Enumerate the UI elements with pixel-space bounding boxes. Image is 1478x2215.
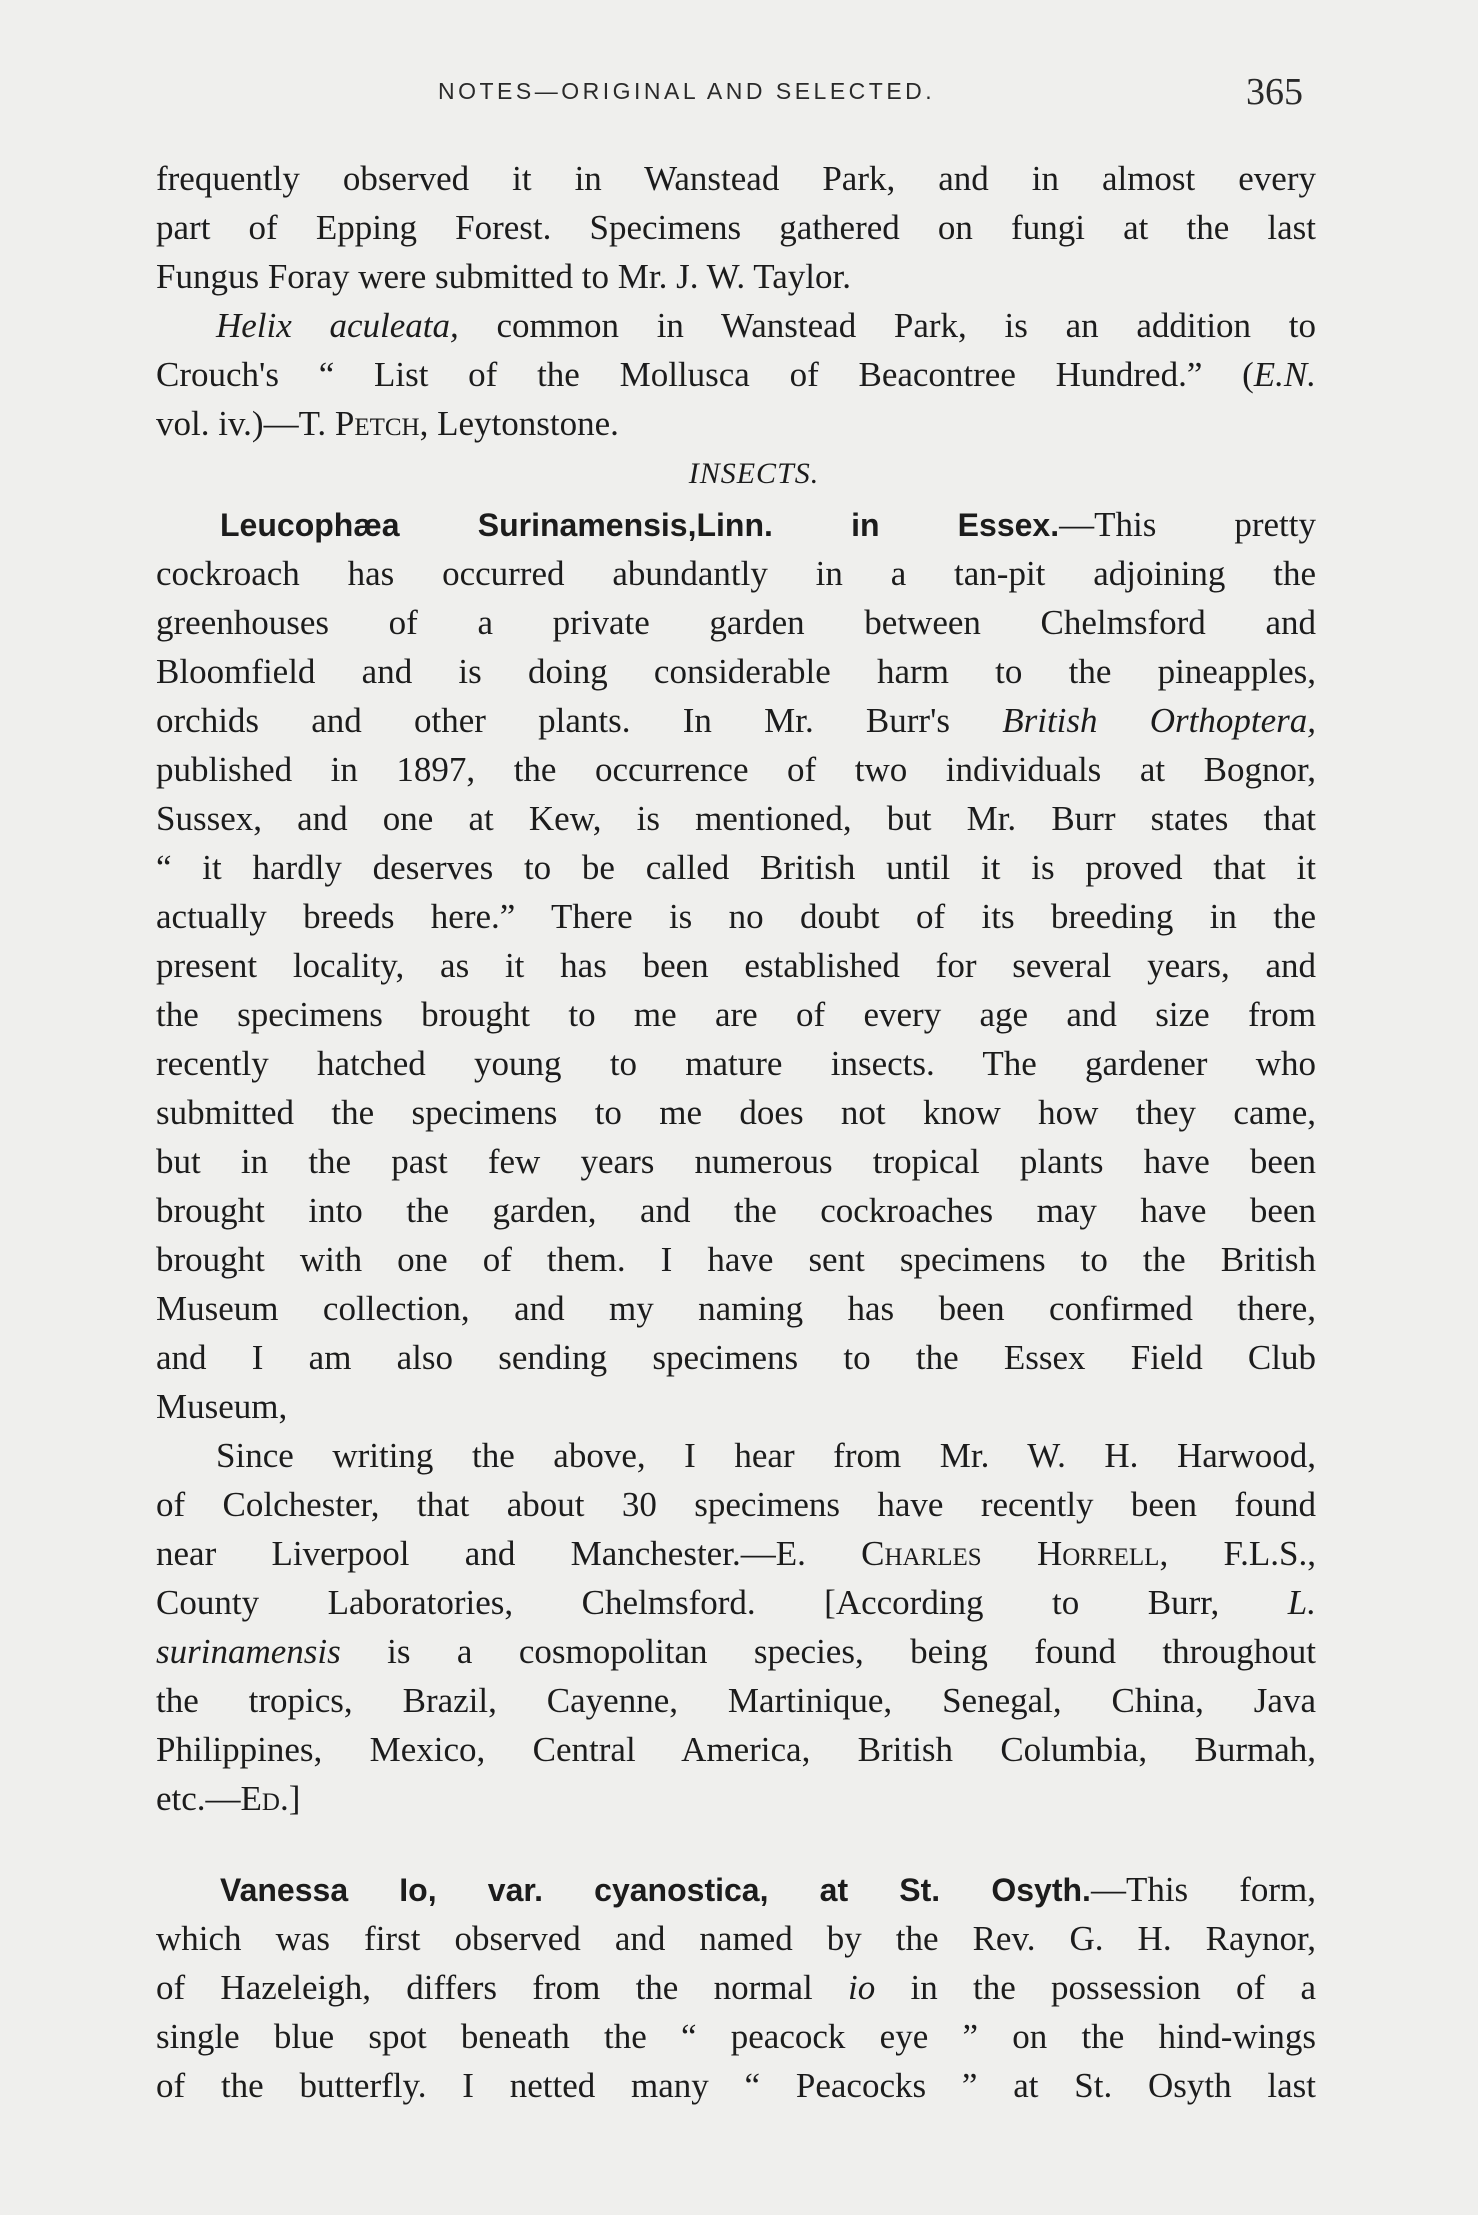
text-line: and I am also sending specimens to the Essex Field Club	[156, 1338, 1316, 1377]
text-line: single blue spot beneath the “ peacock eye ” on the hind-wings	[156, 2017, 1316, 2056]
text-line: the specimens brought to me are of every age and size from	[156, 995, 1316, 1034]
article-title: Leucophæa Surinamensis,Linn. in Essex.	[220, 507, 1060, 543]
text-line: the tropics, Brazil, Cayenne, Martinique, Senegal, China, Java	[156, 1681, 1316, 1720]
text-line	[156, 1627, 1316, 1676]
journal-abbrev: E.N.	[1253, 355, 1316, 394]
text-line: brought into the garden, and the cockroaches may have been	[156, 1191, 1316, 1230]
text-line	[156, 1578, 1316, 1627]
species-abbrev: L.	[1287, 1583, 1316, 1622]
text-line	[156, 696, 1316, 745]
text-run: near Liverpool and Manchester.—E.	[156, 1534, 862, 1573]
text-run: of Hazeleigh, differs from the normal	[156, 1968, 849, 2007]
text-line: Fungus Foray were submitted to Mr. J. W. Taylor.	[156, 257, 851, 296]
author-name: Petch	[334, 404, 420, 443]
species-name: surinamensis	[156, 1632, 341, 1671]
text-run: —This form,	[1090, 1870, 1317, 1909]
text-run: in the possession of a	[875, 1968, 1316, 2007]
text-run: etc.—	[156, 1779, 241, 1818]
text-run: County Laboratories, Chelmsford. [According to Burr,	[156, 1583, 1288, 1622]
text-run: , F.L.S.,	[1159, 1534, 1317, 1573]
text-run: orchids and other plants. In Mr. Burr's	[156, 701, 1003, 740]
paragraph-gap	[156, 1823, 1316, 1865]
text-line	[156, 399, 1316, 448]
text-line: of the butterfly. I netted many “ Peacocks ” at St. Osyth last	[156, 2066, 1316, 2105]
text-line: Museum collection, and my naming has been confirmed there,	[156, 1289, 1316, 1328]
text-line: of Colchester, that about 30 specimens have recently been found	[156, 1485, 1316, 1524]
text-line: submitted the specimens to me does not know how they came,	[156, 1093, 1316, 1132]
text-line: frequently observed it in Wanstead Park, and in almost every	[156, 159, 1316, 198]
text-line	[156, 1774, 1316, 1823]
text-line: Museum,	[156, 1387, 288, 1426]
text-run: common in Wanstead Park, is an addition to	[458, 306, 1316, 345]
text-line: Since writing the above, I hear from Mr. W. H. Harwood,	[216, 1436, 1316, 1475]
text-line: which was first observed and named by the Rev. G. H. Raynor,	[156, 1919, 1316, 1958]
text-line: Sussex, and one at Kew, is mentioned, but Mr. Burr states that	[156, 799, 1316, 838]
text-run: , Leytonstone.	[419, 404, 619, 443]
book-title: British Orthoptera,	[1002, 701, 1316, 740]
text-run: .]	[279, 1779, 301, 1818]
editor-mark: Ed	[240, 1779, 280, 1818]
text-line	[156, 301, 1316, 350]
text-run: —This pretty	[1059, 505, 1316, 544]
text-line: actually breeds here.” There is no doubt of its breeding in the	[156, 897, 1316, 936]
text-line: cockroach has occurred abundantly in a tan-pit adjoining the	[156, 554, 1316, 593]
text-line	[156, 1865, 1316, 1914]
text-line	[156, 1963, 1316, 2012]
text-line: Philippines, Mexico, Central America, British Columbia, Burmah,	[156, 1730, 1316, 1769]
text-line: “ it hardly deserves to be called British until it is proved that it	[156, 848, 1316, 887]
text-line: Bloomfield and is doing considerable harm to the pineapples,	[156, 652, 1316, 691]
text-line: present locality, as it has been established for several years, and	[156, 946, 1316, 985]
author-name: Charles Horrell	[861, 1534, 1160, 1573]
text-line	[156, 350, 1316, 399]
text-line	[156, 1529, 1316, 1578]
text-line: part of Epping Forest. Specimens gathered on fungi at the last	[156, 208, 1316, 247]
species-name: io	[848, 1968, 876, 2007]
body-text	[156, 154, 1316, 2110]
running-title: NOTES—ORIGINAL AND SELECTED.	[438, 78, 936, 104]
section-heading: INSECTS.	[688, 457, 820, 490]
text-run: is a cosmopolitan species, being found throughout	[340, 1632, 1316, 1671]
text-line: brought with one of them. I have sent specimens to the British	[156, 1240, 1316, 1279]
species-name: Helix aculeata,	[216, 306, 459, 345]
text-line: published in 1897, the occurrence of two individuals at Bognor,	[156, 750, 1316, 789]
page-number: 365	[1246, 71, 1303, 113]
text-run: Crouch's “ List of the Mollusca of Beacontree Hundred.” (	[156, 355, 1254, 394]
text-run: vol. iv.)—T.	[156, 404, 335, 443]
running-head	[0, 71, 1478, 118]
text-line: greenhouses of a private garden between Chelmsford and	[156, 603, 1316, 642]
text-line	[156, 500, 1316, 549]
text-line: recently hatched young to mature insects. The gardener who	[156, 1044, 1316, 1083]
article-title: Vanessa Io, var. cyanostica, at St. Osyth.	[220, 1872, 1091, 1908]
text-line: but in the past few years numerous tropical plants have been	[156, 1142, 1316, 1181]
